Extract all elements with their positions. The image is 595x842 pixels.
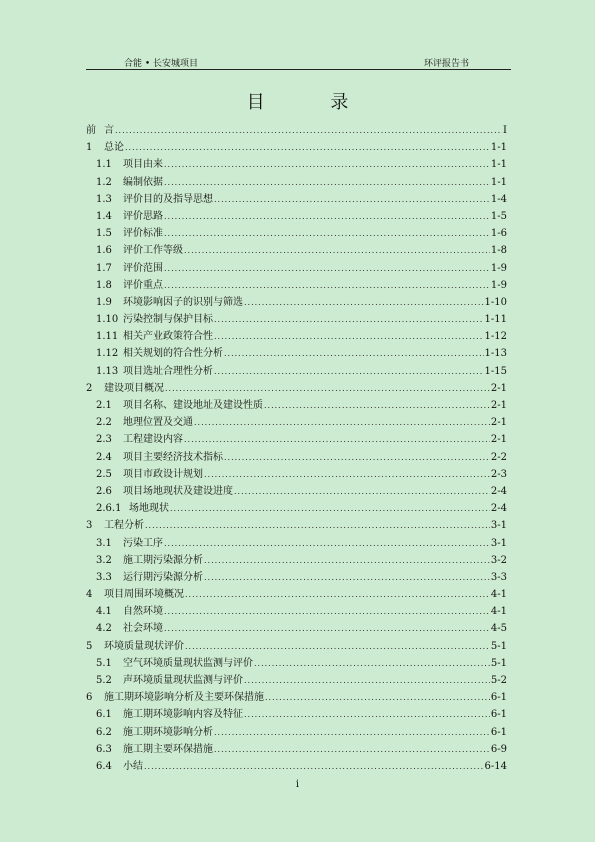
toc-entry-page: 3-1 <box>490 537 507 549</box>
toc-dot-leader <box>204 552 490 569</box>
toc-entry-page: 4-1 <box>490 606 507 618</box>
toc-dot-leader <box>164 603 490 620</box>
toc-entry-number: 5.2 <box>96 675 112 686</box>
toc-dot-leader <box>170 500 490 517</box>
toc-dot-leader <box>145 517 490 534</box>
toc-entry-title: 建设项目概况 <box>104 382 164 394</box>
toc-entry-number: 1.7 <box>96 262 112 274</box>
toc-entry[interactable] <box>86 689 507 706</box>
toc-entry[interactable] <box>86 414 507 431</box>
toc-entry[interactable] <box>86 122 507 139</box>
toc-entry-title: 自然环境 <box>123 606 163 618</box>
toc-entry-title: 项目市政设计规划 <box>123 468 203 480</box>
toc-entry-title: 言 <box>104 125 114 136</box>
toc-entry[interactable] <box>86 139 507 156</box>
toc-entry-number: 5 <box>86 640 93 652</box>
toc-entry-number: 6 <box>86 692 93 704</box>
toc-entry[interactable] <box>86 380 507 397</box>
toc-entry-title: 评价范围 <box>123 262 163 274</box>
toc-dot-leader <box>164 174 490 191</box>
toc-entry-number: 1.3 <box>96 193 112 205</box>
toc-entry-number: 1.4 <box>96 210 112 222</box>
toc-entry-page: I <box>503 125 507 136</box>
toc-dot-leader <box>144 758 484 775</box>
toc-entry-title: 运行期污染源分析 <box>123 571 203 583</box>
toc-entry-number: 1.13 <box>96 365 119 377</box>
toc-entry-page: 6-9 <box>490 743 507 755</box>
toc-entry-title: 环境质量现状评价 <box>104 640 184 652</box>
toc-entry-page: 1-1 <box>490 142 507 154</box>
toc-entry-page: 1-1 <box>490 159 507 171</box>
toc-entry-title: 评价重点 <box>123 279 163 291</box>
toc-entry[interactable] <box>86 277 507 294</box>
toc-entry-number: 6.1 <box>96 709 112 721</box>
header-document-type: 环评报告书 <box>424 59 470 69</box>
toc-dot-leader <box>214 363 484 380</box>
toc-entry-title: 评价标准 <box>123 228 163 240</box>
toc-dot-leader <box>244 672 490 689</box>
toc-entry[interactable] <box>86 638 507 655</box>
toc-entry-title: 项目选址合理性分析 <box>123 365 213 377</box>
toc-entry-number: 1.11 <box>96 331 119 343</box>
toc-entry-page: 1-9 <box>490 279 507 291</box>
toc-dot-leader <box>185 638 490 655</box>
toc-entry[interactable] <box>86 174 507 191</box>
toc-entry-number: 2.4 <box>96 451 112 463</box>
toc-entry-title: 污染工序 <box>123 537 163 549</box>
toc-entry[interactable] <box>86 311 507 328</box>
toc-entry-number: 4.2 <box>96 623 112 635</box>
toc-dot-leader <box>164 535 490 552</box>
toc-entry-number: 2.6.1 <box>96 503 122 515</box>
toc-entry-number: 2.3 <box>96 434 112 446</box>
toc-entry-number: 1.6 <box>96 245 112 257</box>
toc-dot-leader <box>184 242 490 259</box>
toc-entry-title: 相关产业政策符合性 <box>123 331 213 343</box>
toc-entry[interactable] <box>86 500 507 517</box>
toc-entry-page: 2-1 <box>490 400 507 411</box>
toc-entry-page: 2-3 <box>490 468 507 480</box>
toc-entry-title: 社会环境 <box>123 623 163 635</box>
toc-dot-leader <box>264 397 490 414</box>
toc-entry-number: 4 <box>86 589 93 601</box>
toc-entry-page: 4-5 <box>490 623 507 635</box>
toc-entry-number: 1.5 <box>96 228 112 240</box>
toc-entry[interactable] <box>86 449 507 466</box>
toc-entry[interactable] <box>86 724 507 741</box>
toc-entry-number: 2.6 <box>96 485 112 497</box>
toc-entry-number: 6.4 <box>96 760 112 772</box>
toc-title: 目 录 <box>246 92 379 113</box>
toc-entry-number: 2.1 <box>96 400 112 411</box>
toc-entry[interactable] <box>86 603 507 620</box>
toc-entry-title: 施工期主要环保措施 <box>123 743 213 755</box>
toc-entry-page: 2-1 <box>490 434 507 446</box>
toc-dot-leader <box>214 328 484 345</box>
toc-entry-page: 6-1 <box>490 726 507 738</box>
toc-entry[interactable] <box>86 208 507 225</box>
toc-entry[interactable] <box>86 225 507 242</box>
toc-entry-number: 5.1 <box>96 657 112 669</box>
toc-entry-page: 1-6 <box>490 228 507 240</box>
toc-entry-title: 声环境质量现状监测与评价 <box>123 675 243 686</box>
toc-entry[interactable] <box>86 535 507 552</box>
toc-entry-page: 3-3 <box>490 571 507 583</box>
toc-dot-leader <box>165 380 490 397</box>
toc-entry-page: 6-1 <box>490 709 507 721</box>
toc-entry-title: 项目主要经济技术指标 <box>123 451 223 463</box>
toc-entry-title: 工程分析 <box>104 520 144 532</box>
toc-entry[interactable] <box>86 156 507 173</box>
toc-entry-number: 1.9 <box>96 296 112 308</box>
toc-entry[interactable] <box>86 672 507 689</box>
toc-entry-page: 5-2 <box>490 675 507 686</box>
toc-dot-leader <box>224 449 490 466</box>
toc-entry-title: 项目周围环境概况 <box>104 589 184 601</box>
toc-entry-page: 1-11 <box>484 314 507 326</box>
toc-entry[interactable] <box>86 517 507 534</box>
toc-entry[interactable] <box>86 363 507 380</box>
toc-entry-page: 5-1 <box>490 640 507 652</box>
toc-entry-page: 1-4 <box>490 193 507 205</box>
toc-entry-page: 4-1 <box>490 589 507 601</box>
toc-entry[interactable] <box>86 466 507 483</box>
toc-entry-title: 总论 <box>104 142 124 154</box>
toc-dot-leader <box>164 208 490 225</box>
toc-entry-number: 2 <box>86 382 93 394</box>
toc-dot-leader <box>254 655 490 672</box>
toc-entry-page: 1-5 <box>490 210 507 222</box>
toc-entry-title: 施工期环境影响分析及主要环保措施 <box>104 692 264 704</box>
toc-entry-page: 1-8 <box>490 245 507 257</box>
toc-dot-leader <box>194 414 490 431</box>
toc-dot-leader <box>244 294 484 311</box>
toc-dot-leader <box>234 483 490 500</box>
toc-entry[interactable] <box>86 655 507 672</box>
toc-entry-title: 项目场地现状及建设进度 <box>123 485 233 497</box>
toc-entry[interactable] <box>86 586 507 603</box>
toc-entry-page: 1-13 <box>484 348 507 360</box>
toc-entry[interactable] <box>86 242 507 259</box>
toc-entry-number: 2.5 <box>96 468 112 480</box>
footer-page-number: i <box>295 779 300 790</box>
toc-dot-leader <box>125 139 490 156</box>
toc-entry-title: 场地现状 <box>129 503 169 515</box>
toc-entry[interactable] <box>86 294 507 311</box>
toc-entry-number: 3.1 <box>96 537 112 549</box>
toc-entry-page: 2-1 <box>490 382 507 394</box>
toc-entry-title: 空气环境质量现状监测与评价 <box>123 657 253 669</box>
toc-dot-leader <box>214 311 484 328</box>
toc-entry-title: 评价思路 <box>123 210 163 222</box>
toc-entry-page: 6-1 <box>490 692 507 704</box>
toc-entry-number: 1.12 <box>96 348 119 360</box>
toc-entry-page: 1-9 <box>490 262 507 274</box>
toc-entry[interactable] <box>86 741 507 758</box>
toc-entry-title: 污染控制与保护目标 <box>123 314 213 326</box>
toc-entry[interactable] <box>86 620 507 637</box>
toc-entry-title: 环境影响因子的识别与筛选 <box>123 296 243 308</box>
toc-dot-leader <box>184 431 490 448</box>
toc-entry-title: 项目由来 <box>123 159 163 171</box>
toc-entry-number: 6.2 <box>96 726 112 738</box>
toc-entry-page: 1-10 <box>484 296 507 308</box>
toc-dot-leader <box>164 620 490 637</box>
toc-dot-leader <box>164 277 490 294</box>
toc-dot-leader <box>164 156 490 173</box>
toc-entry[interactable] <box>86 483 507 500</box>
toc-dot-leader <box>214 741 490 758</box>
toc-entry-number: 2.2 <box>96 417 112 429</box>
toc-entry-number: 1.10 <box>96 314 119 326</box>
toc-entry-title: 施工期污染源分析 <box>123 554 203 566</box>
toc-dot-leader <box>204 466 490 483</box>
toc-dot-leader <box>214 724 490 741</box>
table-of-contents <box>86 122 507 775</box>
header-project-name: 合能 • 长安城项目 <box>124 59 199 69</box>
toc-entry[interactable] <box>86 569 507 586</box>
toc-entry[interactable] <box>86 552 507 569</box>
toc-entry-number: 前 <box>86 125 96 136</box>
toc-entry-page: 6-14 <box>484 760 507 772</box>
toc-entry-title: 编制依据 <box>123 176 163 188</box>
toc-entry-title: 施工期环境影响分析 <box>123 726 213 738</box>
toc-entry-page: 3-1 <box>490 520 507 532</box>
toc-entry-title: 地理位置及交通 <box>123 417 193 429</box>
toc-entry[interactable] <box>86 345 507 362</box>
toc-entry-number: 1.1 <box>96 159 112 171</box>
toc-entry[interactable] <box>86 431 507 448</box>
toc-entry[interactable] <box>86 260 507 277</box>
toc-entry-page: 2-2 <box>490 451 507 463</box>
toc-entry-title: 评价目的及指导思想 <box>123 193 213 205</box>
toc-entry-number: 1 <box>86 142 93 154</box>
toc-dot-leader <box>204 569 490 586</box>
toc-entry[interactable] <box>86 328 507 345</box>
toc-entry-number: 3.3 <box>96 571 112 583</box>
toc-dot-leader <box>164 225 490 242</box>
toc-entry[interactable] <box>86 758 507 775</box>
toc-entry-number: 3.2 <box>96 554 112 566</box>
toc-entry-number: 3 <box>86 520 93 532</box>
toc-entry-page: 1-15 <box>484 365 507 377</box>
toc-entry-title: 小结 <box>123 760 143 772</box>
toc-dot-leader <box>265 689 490 706</box>
toc-entry-page: 2-4 <box>490 485 507 497</box>
toc-entry-title: 评价工作等级 <box>123 245 183 257</box>
toc-dot-leader <box>224 345 484 362</box>
toc-entry-title: 项目名称、建设地址及建设性质 <box>123 400 263 411</box>
toc-entry-page: 2-4 <box>490 503 507 515</box>
toc-entry-title: 相关规划的符合性分析 <box>123 348 223 360</box>
toc-entry-number: 4.1 <box>96 606 112 618</box>
toc-entry[interactable] <box>86 397 507 414</box>
toc-entry-title: 施工期环境影响内容及特征 <box>123 709 243 721</box>
toc-dot-leader <box>214 191 490 208</box>
toc-entry-page: 2-1 <box>490 417 507 429</box>
toc-dot-leader <box>115 122 502 139</box>
toc-entry-page: 3-2 <box>490 554 507 566</box>
toc-entry-number: 1.8 <box>96 279 112 291</box>
toc-entry-page: 5-1 <box>490 657 507 669</box>
toc-dot-leader <box>185 586 490 603</box>
toc-entry-title: 工程建设内容 <box>123 434 183 446</box>
toc-entry-number: 6.3 <box>96 743 112 755</box>
toc-entry-page: 1-1 <box>490 176 507 188</box>
toc-entry[interactable] <box>86 191 507 208</box>
header-divider <box>86 69 511 70</box>
toc-entry-page: 1-12 <box>484 331 507 343</box>
toc-dot-leader <box>244 706 490 723</box>
toc-dot-leader <box>164 260 490 277</box>
toc-entry-number: 1.2 <box>96 176 112 188</box>
toc-entry[interactable] <box>86 706 507 723</box>
